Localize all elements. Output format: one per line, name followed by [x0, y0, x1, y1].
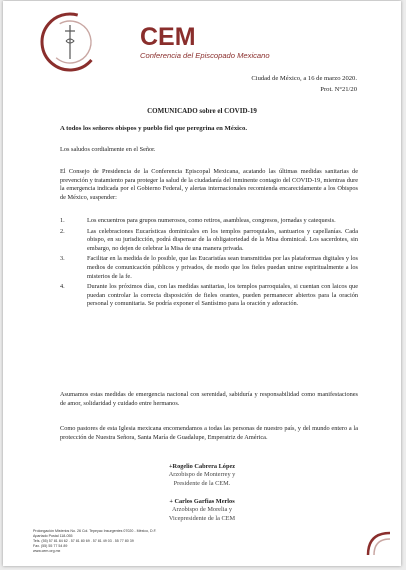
signatory-title-line: Arzobispo de Morelia y: [172, 506, 232, 514]
list-number: 4.: [60, 283, 65, 291]
signatory-name: + Carlos Garfias Merlos: [169, 498, 235, 505]
list-number: 3.: [60, 255, 65, 263]
signatory-title-line: Presidente de la CEM.: [173, 479, 231, 487]
corner-emblem-icon: [366, 531, 392, 557]
signature-block-vicepresident: [3, 498, 401, 523]
greeting: Los saludos cordialmente en el Señor.: [60, 146, 156, 153]
footer-address: Prolongación Misterios No. 26 Col. Tepeyac Insurgentes 07020 - México, D.F.: [33, 529, 157, 533]
signatory-title-line: Vicepresidente de la CEM: [168, 514, 236, 522]
closing-paragraph-1: Asumamos estas medidas de emergencia nacional con serenidad, sabiduría y responsabilidad como manifestaciones de amor, solidaridad y cuidado entre hermanos.: [60, 391, 358, 407]
closing-paragraph-2: Como pastores de esta Iglesia mexicana encomendamos a todas las personas de nuestro país, y del mundo entero a la protección de Nuestra Señora, Santa María de Guadalupe, Emperatriz de América.: [60, 425, 358, 441]
cem-logo-icon: [39, 11, 101, 73]
date-line: Ciudad de México, a 16 de marzo 2020.: [251, 75, 357, 82]
footer-website: www.cem.org.mx: [33, 549, 61, 553]
footer-contact: [33, 529, 293, 554]
measures-list: [60, 217, 358, 311]
signatory-name: +Rogelio Cabrera López: [168, 463, 236, 470]
list-text: Durante los próximos días, con las medidas sanitarias, los templos parroquiales, si cuentan con laicos que puedan controlar la correcta disposición de fieles orantes, pueden permanecer abiertos para la oración personal y comunitaria. Se podría exponer el Santísimo para la oración y adoración.: [87, 283, 358, 308]
signatory-title-line: Arzobispo de Monterrey y: [168, 471, 236, 479]
list-text: Los encuentros para grupos numerosos, como retiros, asambleas, congresos, jornadas y catequesis.: [87, 217, 336, 224]
list-item: [60, 217, 358, 226]
recipients-line: A todos los señores obispos y pueblo fiel que peregrina en México.: [60, 125, 248, 132]
list-text: Facilitar en la medida de lo posible, que las Eucaristías sean transmitidas por las plataformas digitales y los medios de comunicación públicos y privados, de modo que los fieles puedan unirse espiritualmente a los misterios de la fe.: [87, 255, 358, 280]
logo-wordmark: [140, 25, 270, 60]
list-item: [60, 255, 358, 281]
protocol-number: Prot. N°21/20: [320, 86, 357, 93]
signature-block-president: [3, 463, 401, 488]
list-number: 1.: [60, 217, 65, 224]
list-text: Las celebraciones Eucarísticas dominicales en los templos parroquiales, santuarios y capellanías. Cada obispo, en su jurisdicción, podrá dispensar de la obligatoriedad de la Misa dominical. Los sacerdotes, sin embargo, no dejen de celebrar la Misa de una manera privada.: [87, 227, 358, 252]
document-title: COMUNICADO sobre el COVID-19: [147, 107, 257, 115]
logo-acronym: CEM: [140, 23, 196, 51]
document-page: [3, 1, 401, 566]
footer-phone: Tels. (55) 57 81 84 62 . 57 81 80 69 . 57 81 49 03 . 55 77 80 39: [33, 539, 134, 543]
list-number: 2.: [60, 227, 65, 235]
list-item: [60, 283, 358, 309]
logo-subtitle: Conferencia del Episcopado Mexicano: [140, 51, 270, 60]
footer-fax: Fax. (55) 55 77 54 89: [33, 544, 68, 548]
intro-paragraph: El Consejo de Presidencia de la Conferencia Episcopal Mexicana, acatando las últimas medidas sanitarias de prevención y tratamiento para proteger la salud de la ciudadanía del inminente contagio del COVID-19, mientras dure la emergencia indicada por el Gobierno Federal, y alertas internacionales recomienda encarecidamente a los Obispos de México, suspender:: [60, 168, 358, 201]
footer-po-box: Apartado Postal 118-055: [33, 534, 73, 538]
list-item: [60, 228, 358, 254]
